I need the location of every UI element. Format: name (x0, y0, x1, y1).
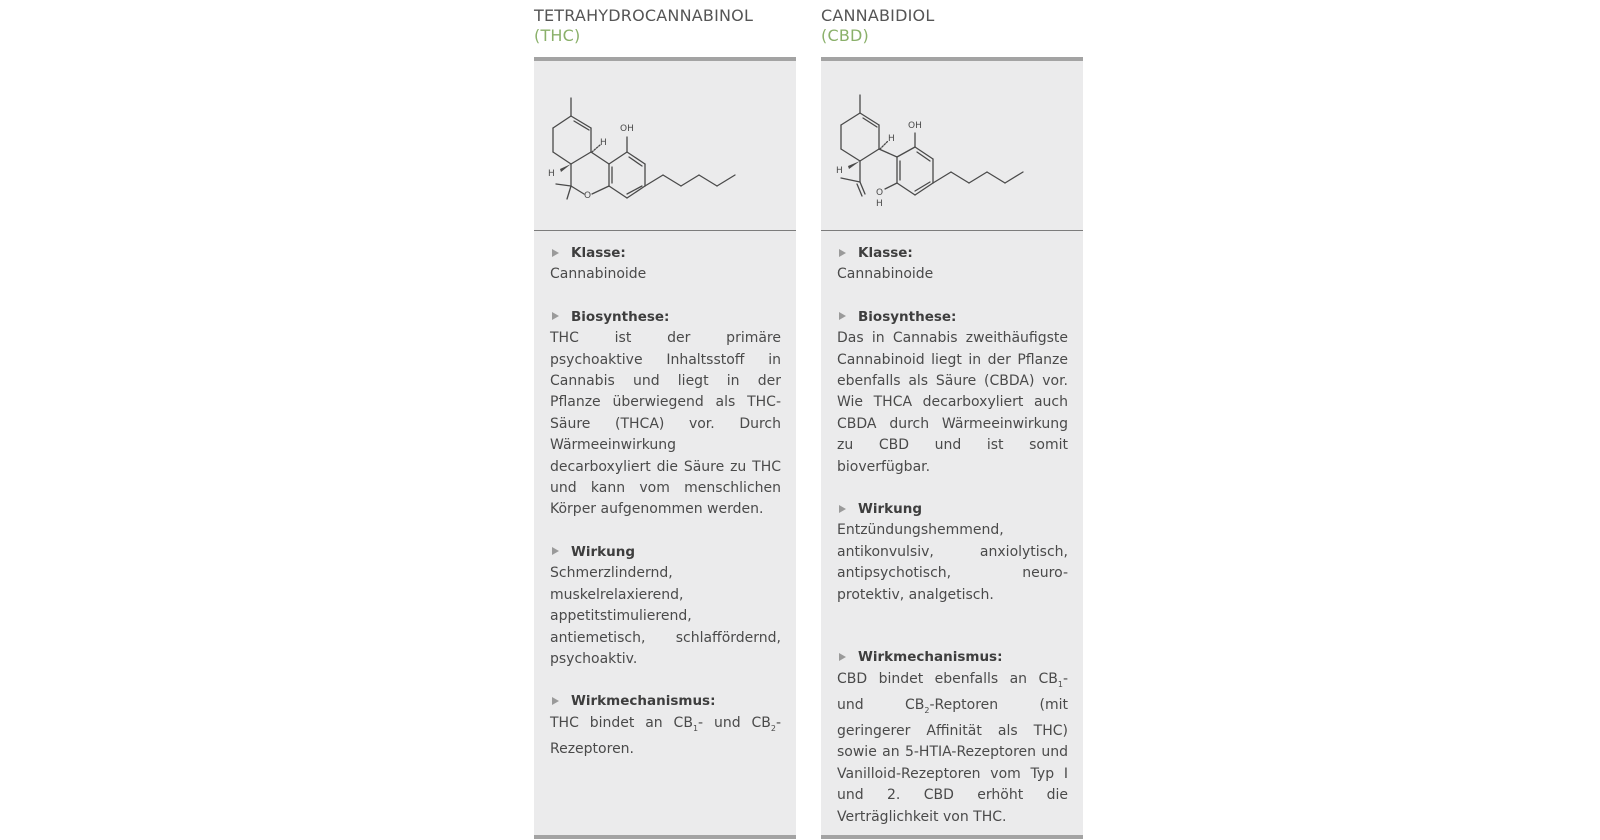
thc-wirkung-section (550, 542, 781, 670)
bullet-triangle-icon (552, 547, 559, 555)
cbd-wirkung-section (837, 499, 1068, 606)
cbd-h-top-label: H (888, 134, 895, 144)
bullet-triangle-icon (839, 312, 846, 320)
thc-wirkmechanismus-section (550, 691, 781, 760)
thc-wirkmechanismus-text: THC bindet an $CB_1-$ und $CB_2$-Rezeptoren. (550, 714, 781, 757)
thc-wirkung-text: Schmerzlindernd, muskelrelaxierend, appetitstimulierend, antiemetisch, schlaffördernd, psychoaktiv. (550, 565, 781, 667)
thc-panel (534, 57, 796, 839)
thc-wirkmechanismus-label: Wirkmechanismus: (550, 691, 781, 712)
cbd-title (821, 0, 1083, 57)
thc-molecule-area (534, 61, 796, 231)
bullet-triangle-icon (839, 653, 846, 661)
cbd-biosynthese-text: Das in Cannabis zweithäufigste Cannabinoid liegt in der Pflanze ebenfalls als Säure (CBDA) vor. Wie THCA decarboxyliert auch CBDA durch Wärmeeinwirkung zu CBD und ist somit bioverfügbar. (837, 330, 1068, 475)
cbd-wirkmechanismus-text: CBD bindet ebenfalls an $CB_1-$ und $CB_2$-Reptoren (mit geringerer Affinität als THC) sowie an 5-HTIA-Rezeptoren und Vanilloid-Rezeptoren vom Typ I und 2. CBD erhöht die Verträglichkeit von THC. (837, 670, 1068, 825)
thc-title (534, 0, 796, 57)
bullet-triangle-icon (839, 249, 846, 257)
cbd-molecule-area (821, 61, 1083, 231)
thc-info (534, 231, 796, 760)
thc-klasse-section (550, 243, 781, 286)
thc-biosynthese-section (550, 307, 781, 521)
thc-name: TETRAHYDROCANNABINOL (534, 6, 754, 25)
cbd-klasse-label: Klasse: (837, 243, 1068, 264)
bullet-triangle-icon (552, 249, 559, 257)
cbd-name: CANNABIDIOL (821, 6, 935, 25)
cbd-biosynthese-section (837, 307, 1068, 478)
cbd-column (821, 0, 1083, 825)
cbd-structure-diagram (821, 61, 1083, 231)
bullet-triangle-icon (552, 697, 559, 705)
thc-o-label: O (584, 191, 592, 201)
cbd-o-label: O (876, 188, 884, 198)
cbd-panel (821, 57, 1083, 839)
thc-biosynthese-text: THC ist der primäre psychoaktive Inhaltsstoff in Cannabis und liegt in der Pflanze überwiegend als THC-Säure (THCA) vor. Durch Wärmeeinwirkung decarboxyliert die Säure zu THC und kann vom menschlichen Körper aufgenommen werden. (550, 330, 781, 518)
cbd-info (821, 231, 1083, 828)
cbd-biosynthese-label: Biosynthese: (837, 307, 1068, 328)
thc-h-left-label: H (548, 169, 555, 179)
cbd-wirkmechanismus-label: Wirkmechanismus: (837, 647, 1068, 668)
cbd-h-bottom-label: H (876, 199, 883, 209)
cbd-wirkung-label: Wirkung (837, 499, 1068, 520)
bullet-triangle-icon (552, 312, 559, 320)
cbd-spacer (837, 627, 1068, 647)
thc-abbr: (THC) (534, 26, 581, 45)
bullet-triangle-icon (839, 505, 846, 513)
cbd-h-left-label: H (836, 166, 843, 176)
thc-klasse-label: Klasse: (550, 243, 781, 264)
cbd-klasse-section (837, 243, 1068, 286)
cbd-wirkung-text: Entzündungshemmend, antikonvulsiv, anxiolytisch, antipsychotisch, neuro-protektiv, analgetisch. (837, 522, 1068, 603)
thc-biosynthese-label: Biosynthese: (550, 307, 781, 328)
cbd-wirkmechanismus-section (837, 647, 1068, 828)
thc-wirkung-label: Wirkung (550, 542, 781, 563)
thc-oh-label: OH (620, 124, 634, 134)
thc-h-top-label: H (600, 138, 607, 148)
cbd-klasse-text: Cannabinoide (837, 266, 934, 283)
cbd-oh-label: OH (908, 121, 922, 131)
thc-klasse-text: Cannabinoide (550, 266, 647, 283)
cbd-abbr: (CBD) (821, 26, 869, 45)
thc-column (534, 0, 796, 757)
thc-structure-diagram (534, 61, 796, 231)
